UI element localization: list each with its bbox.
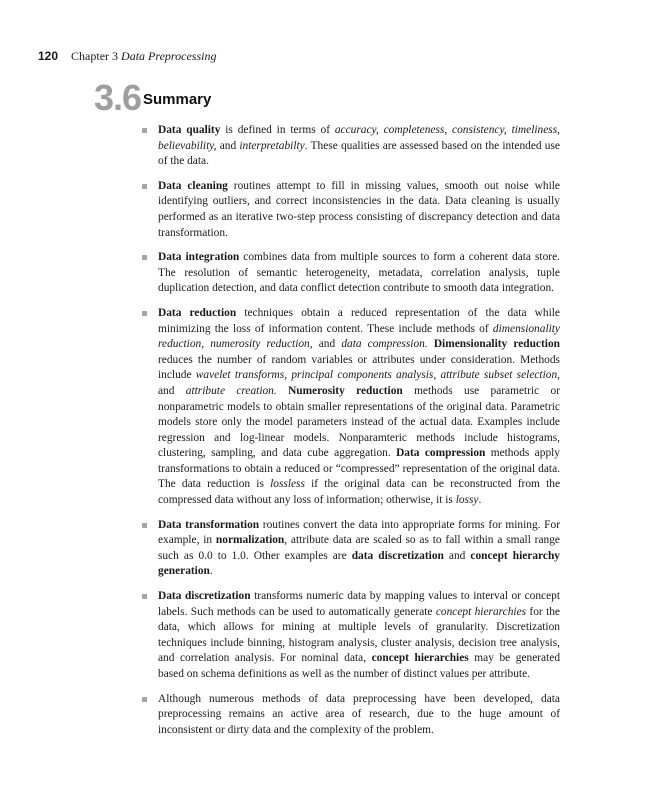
page-number: 120 <box>38 49 59 63</box>
term: Dimensionality reduction <box>433 338 560 351</box>
text: methods apply transformations to obtain a reduced or “compressed” representation of the original data. The data reduction is <box>158 447 560 491</box>
emphasis: attribute creation. <box>185 384 277 397</box>
text: routines attempt to fill in missing values, smooth out noise while identifying outliers, and correct inconsistencies in the data. Data cleaning is usually performed as an iterative two-step process consisting of discrepancy detection and data transformation. <box>158 179 560 239</box>
emphasis: interpretabilty <box>239 139 305 152</box>
emphasis: dimensionality reduction, numerosity reduction, <box>158 322 560 351</box>
text: . These qualities are assessed based on the intended use of the data. <box>158 139 560 168</box>
term: Data quality <box>158 124 221 136</box>
summary-item-data-cleaning <box>141 179 560 241</box>
summary-item-data-quality <box>141 123 560 170</box>
emphasis: concept hierarchies <box>435 605 527 618</box>
text: may be generated based on schema definitions as well as the number of distinct values per attribute. <box>158 652 561 680</box>
text <box>277 385 288 397</box>
section-title: Summary <box>143 91 212 108</box>
text: and <box>216 139 240 152</box>
text: techniques obtain a reduced representation of the data while minimizing the loss of information content. These include methods of <box>158 306 560 335</box>
emphasis: lossy <box>455 494 479 507</box>
term: Data cleaning <box>158 179 228 192</box>
term: concept hierarchy generation <box>158 549 560 578</box>
text: routines convert the data into appropriate forms for mining. For example, in <box>158 518 560 547</box>
summary-item-data-integration <box>141 250 560 297</box>
text: . <box>478 494 482 507</box>
emphasis: lossless <box>270 478 305 491</box>
text: , attribute data are scaled so as to fall within a small range such as 0.0 to 1.0. Other examples are <box>158 534 560 562</box>
term: Data integration <box>158 251 240 264</box>
emphasis: data compression. <box>341 338 428 351</box>
chapter-label: Chapter 3 <box>71 49 119 63</box>
text: for the data, which allows for mining at multiple levels of granularity. Discretization techniques include binning, histogram analysis, cluster analysis, decision tree analysis, and correlation analysis. For nominal data, <box>158 605 560 665</box>
summary-item-data-transformation <box>141 518 560 580</box>
emphasis: accuracy, completeness, consistency, timeliness, believability, <box>158 124 560 152</box>
term: Data compression <box>396 447 486 460</box>
summary-list <box>141 123 560 747</box>
text: Although numerous methods of data preprocessing have been developed, data preprocessing remains an active area of research, due to the huge amount of inconsistent or dirty data and the complexity of the problem. <box>158 692 560 736</box>
term: data discretization <box>351 549 444 562</box>
text: reduces the number of random variables or attributes under consideration. Methods include <box>158 353 560 382</box>
bullet-icon <box>142 697 147 702</box>
text: and <box>158 384 186 397</box>
bullet-icon <box>142 311 147 316</box>
bullet-icon <box>142 184 147 189</box>
emphasis: wavelet transforms, principal components analysis, attribute subset selection, <box>195 369 560 382</box>
term: Data reduction <box>158 306 237 319</box>
term: Data transformation <box>158 518 260 531</box>
text: . <box>209 565 213 578</box>
text: is defined in terms of <box>220 124 335 136</box>
term: concept hierarchies <box>371 652 469 665</box>
chapter-title: Data Preprocessing <box>121 49 217 63</box>
text: if the original data can be reconstructed from the compressed data without any loss of information; otherwise, it is <box>158 478 560 507</box>
term: normalization <box>215 534 285 547</box>
section-number: 3.6 <box>94 77 142 118</box>
bullet-icon <box>142 594 147 599</box>
text: methods use parametric or nonparametric models to obtain smaller representations of the original data. Parametric models store only the model parameters instead of the actual data. Examples include regression and log-linear models. Nonparamteric methods include histograms, clustering, sampling, and data cube aggregation. <box>158 384 561 460</box>
running-head <box>38 49 216 64</box>
summary-item-data-discretization <box>141 589 560 683</box>
text: and <box>443 549 471 562</box>
text: and <box>312 338 342 351</box>
term: Numerosity reduction <box>288 384 403 397</box>
summary-item-data-reduction <box>141 306 560 509</box>
term: Data discretization <box>158 590 251 603</box>
text: combines data from multiple sources to form a coherent data store. The resolution of semantic heterogeneity, metadata, correlation analysis, tuple duplication detection, and data conflict detection contribute to smooth data integration. <box>158 251 560 295</box>
bullet-icon <box>142 523 147 528</box>
bullet-icon <box>142 255 147 260</box>
bullet-icon <box>142 128 147 133</box>
text: transforms numeric data by mapping values to interval or concept labels. Such methods can be used to automatically generate <box>158 590 560 618</box>
summary-item-closing-note <box>141 692 560 739</box>
